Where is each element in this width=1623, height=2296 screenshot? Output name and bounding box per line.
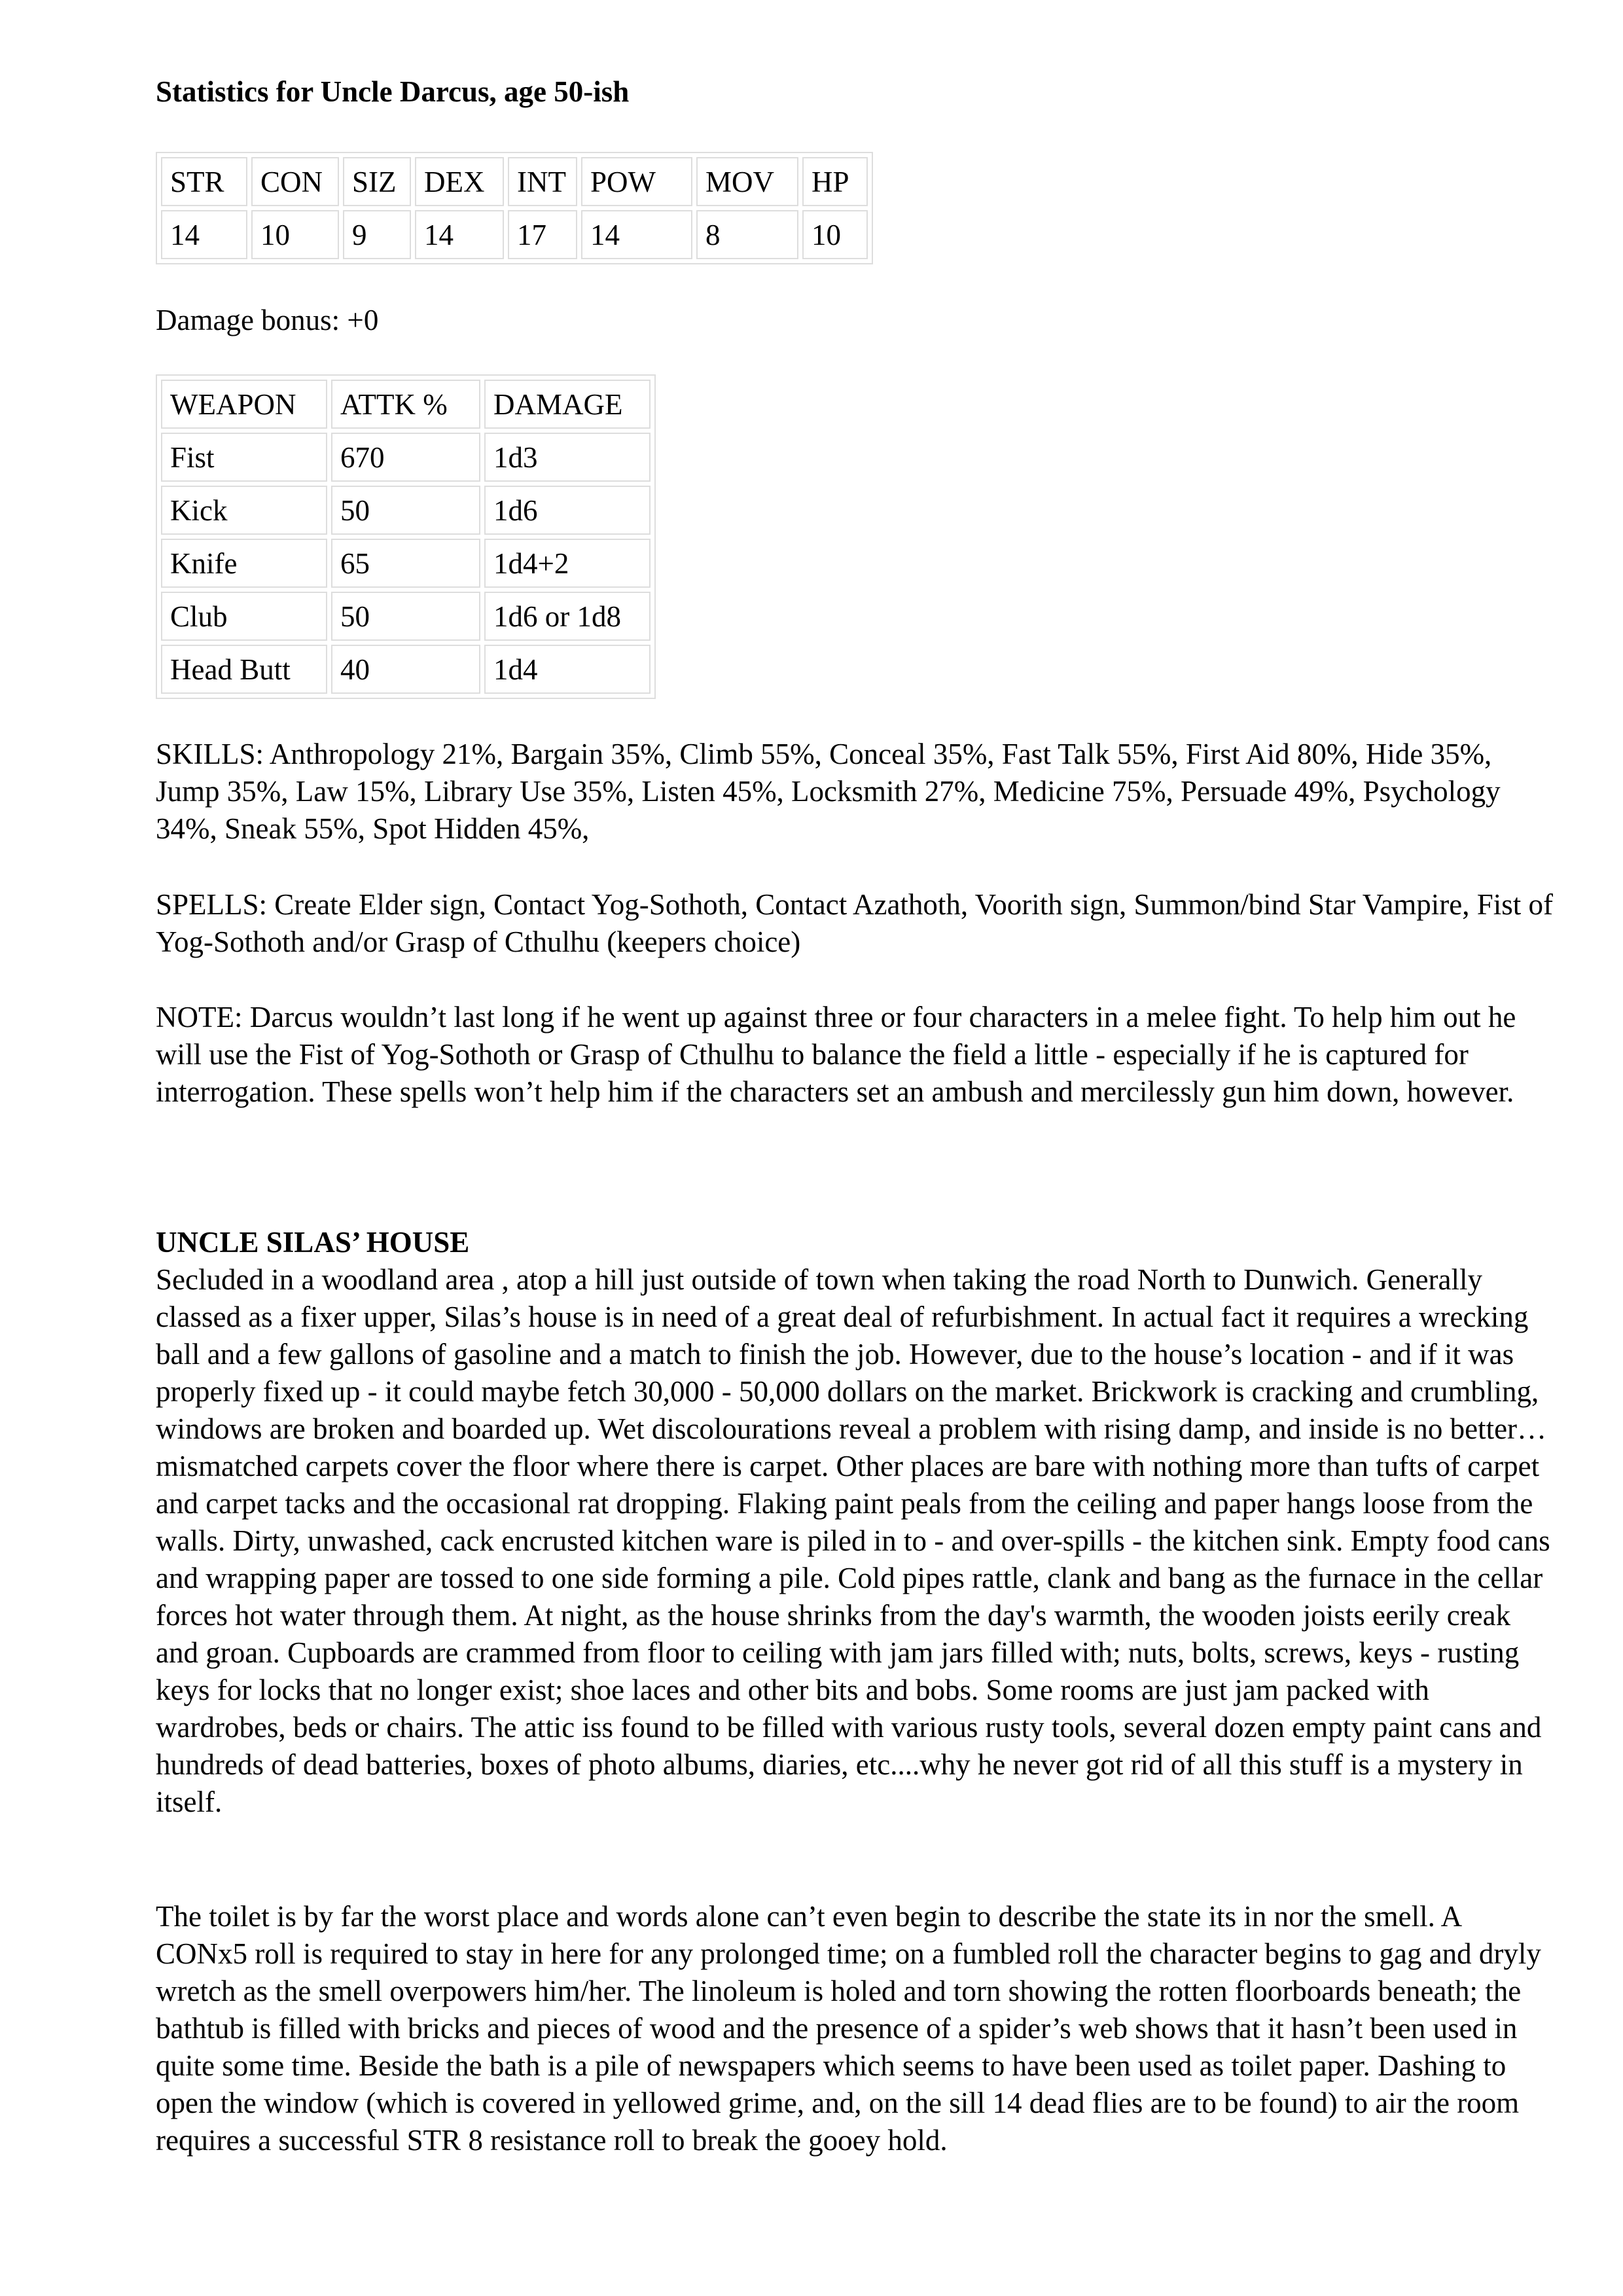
stat-value: 14 [415, 210, 504, 259]
house-description: Secluded in a woodland area , atop a hill just outside of town when taking the road North to Dunwich. Generally classed as a fixer upper, Silas’s house is in need of a great deal of refurbishment. In actual fact it requires a wrecking ball and a few gallons of gasoline and a match to finish the job. However, due to the house’s location - and if it was properly fixed up - it could maybe fetch 30,000 - 50,000 dollars on the market. Brickwork is cracking and crumbling, windows are broken and boarded up. Wet discolourations reveal a problem with rising damp, and inside is no better…mismatched carpets cover the floor where there is carpet. Other places are bare with nothing more than tufts of carpet and carpet tacks and the occasional rat dropping. Flaking paint peals from the ceiling and paper hangs loose from the walls. Dirty, unwashed, cack encrusted kitchen ware is piled in to - and over-spills - the kitchen sink. Empty food cans and wrapping paper are tossed to one side forming a pile. Cold pipes rattle, clank and bang as the furnace in the cellar forces hot water through them. At night, as the house shrinks from the day's warmth, the wooden joists eerily creak and groan. Cupboards are crammed from floor to ceiling with jam jars filled with; nuts, bolts, screws, keys - rusting keys for locks that no longer exist; shoe laces and other bits and bobs. Some rooms are just jam packed with wardrobes, beds or chairs. The attic iss found to be filled with various rusty tools, several dozen empty paint cans and hundreds of dead batteries, boxes of photo albums, diaries, etc....why he never got rid of all this stuff is a mystery in itself. [156, 1263, 1550, 1818]
stat-value: 8 [696, 210, 798, 259]
weapon-attack: 40 [331, 645, 480, 694]
stat-header: POW [581, 157, 692, 206]
stat-value: 10 [251, 210, 339, 259]
weapon-name: Kick [161, 486, 327, 535]
weapon-name: Knife [161, 539, 327, 588]
weapon-damage: 1d6 [484, 486, 651, 535]
stat-value: 17 [508, 210, 577, 259]
weapons-header-row [161, 380, 651, 429]
stat-header: DEX [415, 157, 504, 206]
weapon-attack: 50 [331, 592, 480, 641]
weapon-row [161, 433, 651, 482]
weapon-damage: 1d6 or 1d8 [484, 592, 651, 641]
stat-header: MOV [696, 157, 798, 206]
weapon-attack: 65 [331, 539, 480, 588]
weapon-row [161, 592, 651, 641]
stats-table [156, 152, 873, 264]
weapon-header: WEAPON [161, 380, 327, 429]
toilet-description: The toilet is by far the worst place and words alone can’t even begin to describe the state its in nor the smell. A CONx5 roll is required to stay in here for any prolonged time; on a fumbled roll the character begins to gag and dryly wretch as the smell overpowers him/her. The linoleum is holed and torn showing the rotten floorboards beneath; the bathtub is filled with bricks and pieces of wood and the presence of a spider’s web shows that it hasn’t been used in quite some time. Beside the bath is a pile of newspapers which seems to have been used as toilet paper. Dashing to open the window (which is covered in yellowed grime, and, on the sill 14 dead flies are to be found) to air the room requires a successful STR 8 resistance roll to break the gooey hold. [156, 1900, 1541, 2157]
damage-bonus: Damage bonus: +0 [156, 304, 379, 336]
skills-paragraph: SKILLS: Anthropology 21%, Bargain 35%, Climb 55%, Conceal 35%, Fast Talk 55%, First Aid 80%, Hide 35%, Jump 35%, Law 15%, Library Use 35%, Listen 45%, Locksmith 27%, Medicine 75%, Persuade 49%, Psychology 34%, Sneak 55%, Spot Hidden 45%, [156, 738, 1501, 845]
weapon-row [161, 539, 651, 588]
weapon-row [161, 645, 651, 694]
weapon-damage: 1d4 [484, 645, 651, 694]
section-heading: UNCLE SILAS’ HOUSE [156, 1226, 470, 1259]
weapon-name: Head Butt [161, 645, 327, 694]
weapon-row [161, 486, 651, 535]
weapon-damage: 1d3 [484, 433, 651, 482]
stat-header: CON [251, 157, 339, 206]
weapon-header: DAMAGE [484, 380, 651, 429]
stat-header: STR [161, 157, 247, 206]
stat-header: INT [508, 157, 577, 206]
page-title: Statistics for Uncle Darcus, age 50-ish [156, 75, 630, 108]
weapon-name: Club [161, 592, 327, 641]
weapon-header: ATTK % [331, 380, 480, 429]
weapon-attack: 50 [331, 486, 480, 535]
stats-value-row [161, 210, 868, 259]
weapon-attack: 670 [331, 433, 480, 482]
stat-value: 14 [161, 210, 247, 259]
stat-value: 10 [802, 210, 868, 259]
weapons-table [156, 374, 656, 699]
weapon-name: Fist [161, 433, 327, 482]
stat-header: HP [802, 157, 868, 206]
stats-header-row [161, 157, 868, 206]
stat-value: 9 [343, 210, 411, 259]
stat-value: 14 [581, 210, 692, 259]
spells-paragraph: SPELLS: Create Elder sign, Contact Yog-Sothoth, Contact Azathoth, Voorith sign, Summon/bind Star Vampire, Fist of Yog-Sothoth and/or Grasp of Cthulhu (keepers choice) [156, 888, 1553, 958]
weapon-damage: 1d4+2 [484, 539, 651, 588]
stat-header: SIZ [343, 157, 411, 206]
note-paragraph: NOTE: Darcus wouldn’t last long if he went up against three or four characters in a melee fight. To help him out he will use the Fist of Yog-Sothoth or Grasp of Cthulhu to balance the field a little - especially if he is captured for interrogation. These spells won’t help him if the characters set an ambush and mercilessly gun him down, however. [156, 1001, 1516, 1108]
